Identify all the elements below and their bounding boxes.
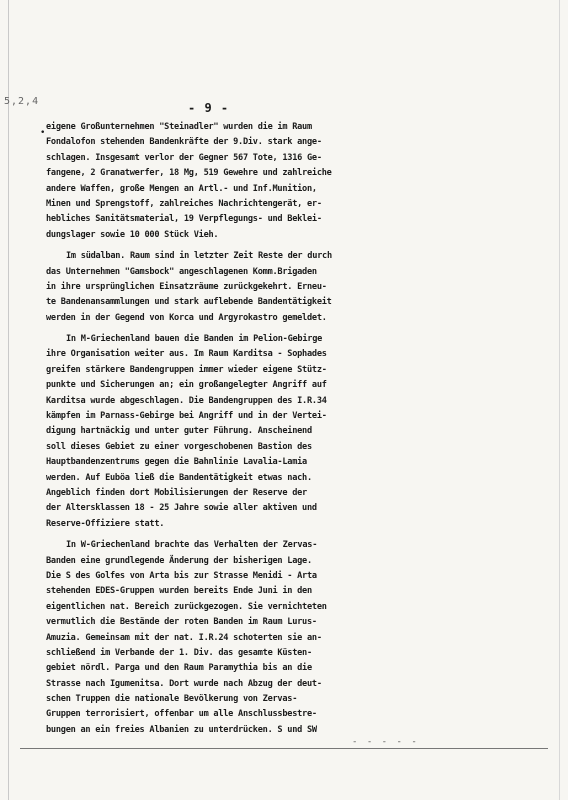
text-line: kämpfen im Parnass-Gebirge bei Angriff und in der Vertei- bbox=[46, 411, 327, 422]
scan-marks: - - - - - bbox=[352, 737, 419, 747]
text-line: fangene, 2 Granatwerfer, 18 Mg, 519 Gewehre und zahlreiche bbox=[46, 168, 332, 179]
text-line: Die S des Golfes von Arta bis zur Strasse Menidi - Arta bbox=[46, 570, 317, 581]
scan-edge-right bbox=[559, 0, 560, 800]
paragraph-4 bbox=[46, 538, 530, 738]
text-line: in ihre ursprünglichen Einsatzräume zurückgekehrt. Erneu- bbox=[46, 281, 327, 292]
text-line: In M-Griechenland bauen die Banden im Pelion-Gebirge bbox=[66, 334, 323, 345]
bullet-mark: • bbox=[40, 128, 46, 138]
text-line: hebliches Sanitätsmaterial, 19 Verpflegungs- und Beklei- bbox=[46, 214, 322, 225]
text-line: der Altersklassen 18 - 25 Jahre sowie aller aktiven und bbox=[46, 503, 317, 514]
text-line: ihre Organisation weiter aus. Im Raum Karditsa - Sophades bbox=[46, 349, 327, 360]
paragraph-3 bbox=[46, 332, 530, 532]
text-line: schließend im Verbande der 1. Div. das gesamte Küsten- bbox=[46, 647, 312, 658]
body-text bbox=[46, 120, 530, 744]
text-line: schlagen. Insgesamt verlor der Gegner 567 Tote, 1316 Ge- bbox=[46, 152, 322, 163]
text-line: In W-Griechenland brachte das Verhalten der Zervas- bbox=[66, 540, 318, 551]
text-line: Angeblich finden dort Mobilisierungen der Reserve der bbox=[46, 487, 307, 498]
text-line: Strasse nach Igumenitsa. Dort wurde nach Abzug der deut- bbox=[46, 678, 322, 689]
text-line: Amuzia. Gemeinsam mit der nat. I.R.24 schoterten sie an- bbox=[46, 632, 322, 643]
text-line: greifen stärkere Bandengruppen immer wieder eigene Stütz- bbox=[46, 364, 327, 375]
text-line: Minen und Sprengstoff, zahlreiches Nachrichtengerät, er- bbox=[46, 198, 322, 209]
corner-mark: 5,2,4 bbox=[4, 96, 40, 107]
text-line: vermutlich die Bestände der roten Banden im Raum Lurus- bbox=[46, 617, 317, 628]
text-line: digung hartnäckig und unter guter Führung. Anscheinend bbox=[46, 426, 312, 437]
text-line: stehenden EDES-Gruppen wurden bereits Ende Juni in den bbox=[46, 586, 312, 597]
text-line: schen Truppen die nationale Bevölkerung von Zervas- bbox=[46, 694, 298, 705]
text-line: Banden eine grundlegende Änderung der bisherigen Lage. bbox=[46, 555, 312, 566]
text-line: soll dieses Gebiet zu einer vorgeschobenen Bastion des bbox=[46, 441, 312, 452]
text-line: Fondalofon stehenden Bandenkräfte der 9.Div. stark ange- bbox=[46, 137, 322, 148]
text-line: Im südalban. Raum sind in letzter Zeit Reste der durch bbox=[66, 251, 332, 262]
text-line: gebiet nördl. Parga und den Raum Paramythia bis an die bbox=[46, 663, 312, 674]
text-line: das Unternehmen "Gamsbock" angeschlagenen Komm.Brigaden bbox=[46, 266, 317, 277]
text-line: eigene Großunternehmen "Steinadler" wurden die im Raum bbox=[46, 122, 312, 132]
page-number: - 9 - bbox=[188, 101, 230, 115]
paragraph-1 bbox=[46, 120, 530, 243]
text-line: te Bandenansammlungen und stark auflebende Bandentätigkeit bbox=[46, 297, 332, 308]
text-line: Gruppen terrorisiert, offenbar um alle Anschlussbestre- bbox=[46, 709, 317, 720]
paragraph-2 bbox=[46, 249, 530, 326]
text-line: Reserve-Offiziere statt. bbox=[46, 518, 165, 529]
text-line: andere Waffen, große Mengen an Artl.- und Inf.Munition, bbox=[46, 183, 317, 194]
text-line: Hauptbandenzentrums gegen die Bahnlinie Lavalia-Lamia bbox=[46, 457, 307, 468]
page-bottom-rule bbox=[20, 748, 548, 749]
scan-edge-left bbox=[8, 0, 9, 800]
text-line: eigentlichen nat. Bereich zurückgezogen. Sie vernichteten bbox=[46, 601, 327, 612]
text-line: bungen an ein freies Albanien zu unterdrücken. S und SW bbox=[46, 724, 317, 735]
text-line: werden in der Gegend von Korca und Argyrokastro gemeldet. bbox=[46, 312, 327, 323]
text-line: dungslager sowie 10 000 Stück Vieh. bbox=[46, 229, 219, 240]
text-line: punkte und Sicherungen an; ein großangelegter Angriff auf bbox=[46, 380, 327, 391]
text-line: Karditsa wurde abgeschlagen. Die Bandengruppen des I.R.34 bbox=[46, 395, 327, 406]
text-line: werden. Auf Euböa ließ die Bandentätigkeit etwas nach. bbox=[46, 472, 312, 483]
